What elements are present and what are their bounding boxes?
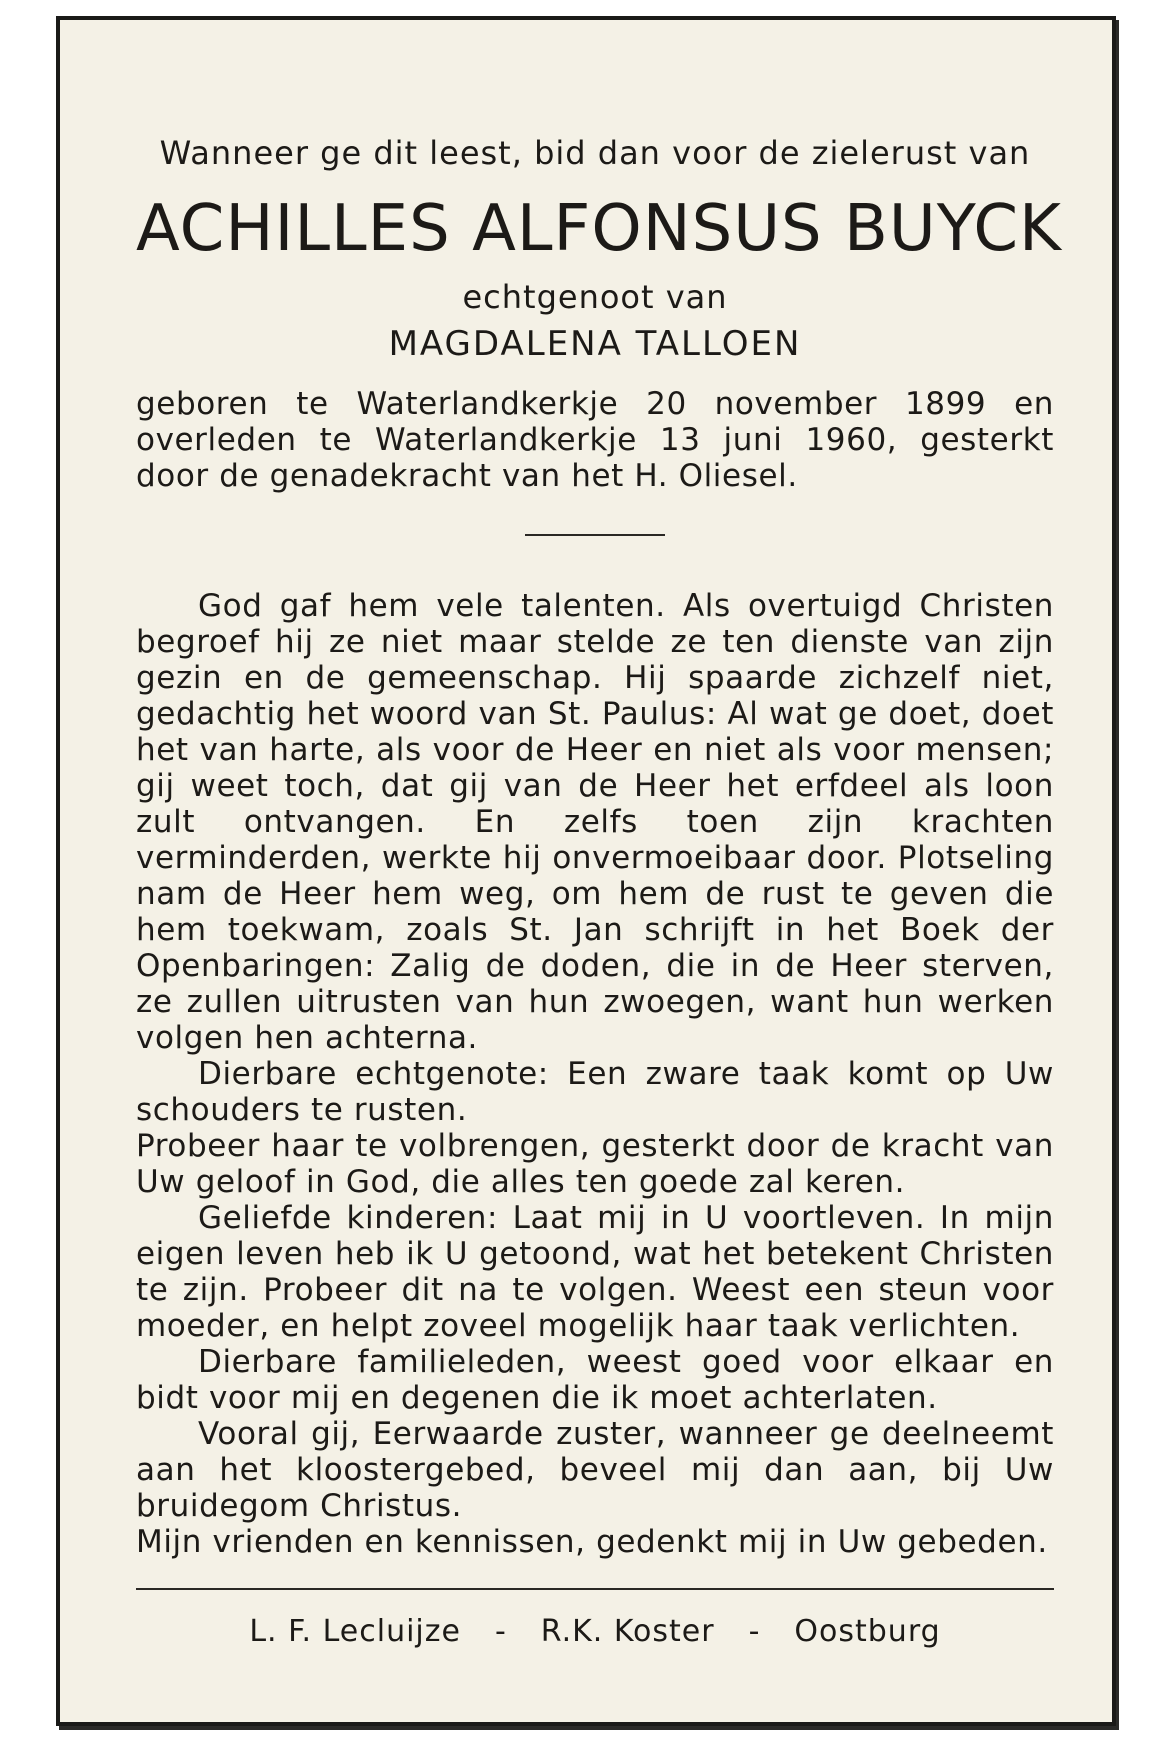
- printer-place: Oostburg: [794, 1614, 941, 1649]
- footer-separator: -: [748, 1614, 761, 1649]
- footer-separator: -: [494, 1614, 507, 1649]
- footer-divider: [136, 1588, 1054, 1590]
- printer-name: L. F. Lecluijze: [249, 1614, 461, 1649]
- memorial-card: [56, 16, 1116, 1726]
- paragraph-tribute: God gaf hem vele talenten. Als overtuigd Christen begroef hij ze niet maar stelde ze ten dienste van zijn gezin en de gemeenschap. Hij spaarde zichzelf niet, gedachtig het woord van St. Paulus: Al wat ge doet, doet het van harte, als voor de Heer en niet als voor mensen; gij weet toch, dat gij van de Heer het erfdeel als loon zult ontvangen. En zelfs toen zijn krachten verminderden, werkte hij onvermoeibaar door. Plotseling nam de Heer hem weg, om hem de rust te geven die hem toekwam, zoals St. Jan schrijft in het Boek der Openbaringen: Zalig de doden, die in de Heer sterven, ze zullen uitrusten van hun zwoegen, want hun werken volgen hen achterna.: [136, 588, 1054, 1056]
- paragraph-friends: Mijn vrienden en kennissen, gedenkt mij in Uw gebeden.: [136, 1524, 1048, 1560]
- paragraph-spouse: Dierbare echtgenote: Een zware taak komt op Uw schouders te rusten.: [136, 1056, 1054, 1128]
- printer-role: R.K. Koster: [540, 1614, 715, 1649]
- paragraph-family: Dierbare familieleden, weest goed voor elkaar en bidt voor mij en degenen die ik moet achterlaten.: [136, 1344, 1054, 1416]
- printer-footer: [136, 1614, 1054, 1649]
- spouse-label: echtgenoot van: [462, 278, 728, 316]
- body-text: [136, 588, 1054, 1560]
- spouse-name: MAGDALENA TALLOEN: [388, 324, 802, 364]
- deceased-name: ACHILLES ALFONSUS BUYCK: [136, 192, 1062, 266]
- paragraph-children: Geliefde kinderen: Laat mij in U voortleven. In mijn eigen leven heb ik U getoond, wat het betekent Christen te zijn. Probeer dit na te volgen. Weest een steun voor moeder, en helpt zoveel mogelijk haar taak verlichten.: [136, 1200, 1054, 1344]
- intro-line: Wanneer ge dit leest, bid dan voor de zielerust van: [159, 134, 1031, 172]
- paragraph-sister: Vooral gij, Eerwaarde zuster, wanneer ge deelneemt aan het kloostergebed, beveel mij dan aan, bij Uw bruidegom Christus.: [136, 1416, 1054, 1524]
- card-content: [136, 134, 1062, 1649]
- short-divider: [525, 534, 665, 536]
- birth-death-text: geboren te Waterlandkerkje 20 november 1899 en overleden te Waterlandkerkje 13 juni 1960, gesterkt door de genadekracht van het H. Oliesel.: [136, 386, 1054, 494]
- paragraph-spouse-continued: Probeer haar te volbrengen, gesterkt door de kracht van Uw geloof in God, die alles ten goede zal keren.: [136, 1128, 1054, 1200]
